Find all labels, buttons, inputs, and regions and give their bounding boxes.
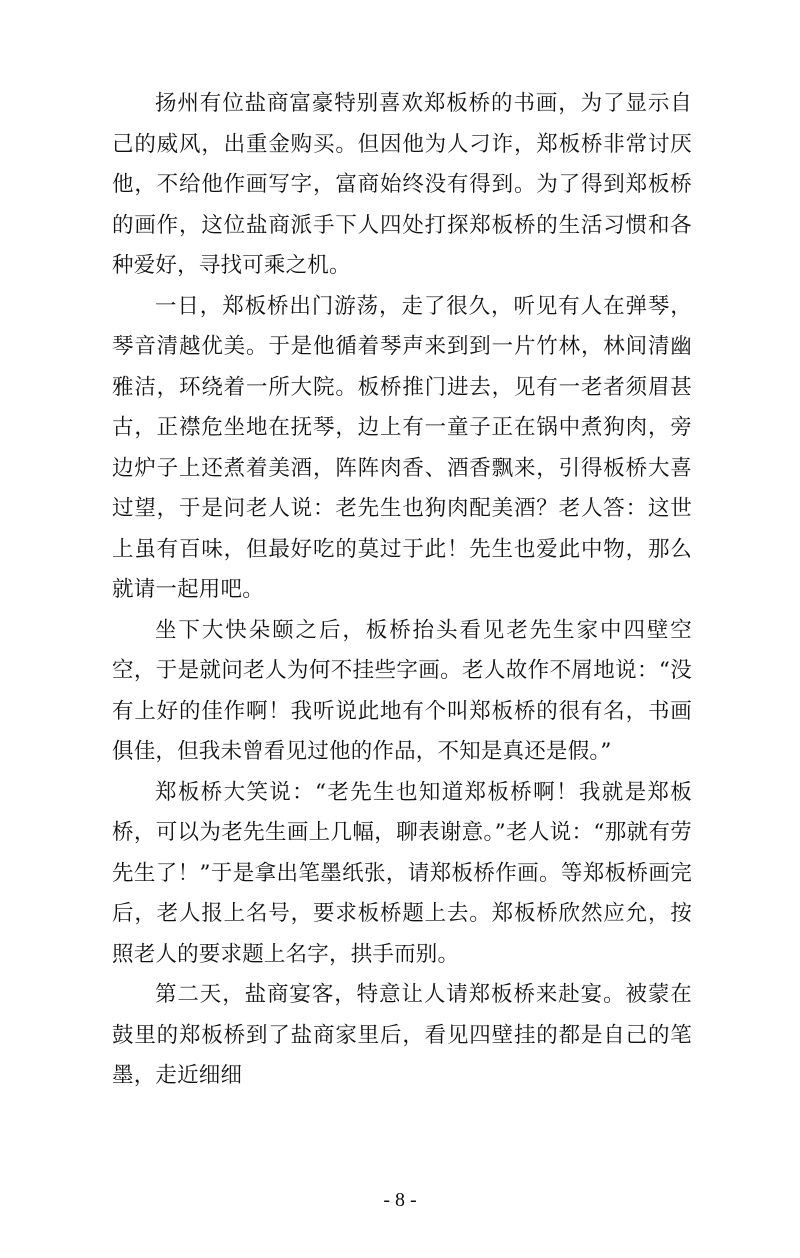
- paragraph-2: 一日，郑板桥出门游荡，走了很久，听见有人在弹琴，琴音清越优美。于是他循着琴声来到到一片竹林，林间清幽雅洁，环绕着一所大院。板桥推门进去，见有一老者须眉甚古，正襟危坐地在抚琴，边上有一童子正在锅中煮狗肉，旁边炉子上还煮着美酒，阵阵肉香、酒香飘来，引得板桥大喜过望，于是问老人说：老先生也狗肉配美酒？老人答：这世上虽有百味，但最好吃的莫过于此！先生也爱此中物，那么就请一起用吧。: [112, 293, 692, 602]
- paragraph-1: 扬州有位盐商富豪特别喜欢郑板桥的书画，为了显示自己的威风，出重金购买。但因他为人刁诈，郑板桥非常讨厌他，不给他作画写字，富商始终没有得到。为了得到郑板桥的画作，这位盐商派手下人四处打探郑板桥的生活习惯和各种爱好，寻找可乘之机。: [112, 91, 692, 278]
- page-number: - 8 -: [383, 1189, 417, 1211]
- document-body: [112, 84, 692, 1097]
- paragraph-3: 坐下大快朵颐之后，板桥抬头看见老先生家中四壁空空，于是就问老人为何不挂些字画。老人故作不屑地说：“没有上好的佳作啊！我听说此地有个叫郑板桥的很有名，书画俱佳，但我未曾看见过他的作品，不知是真还是假。”: [112, 617, 692, 764]
- paragraph-5: 第二天，盐商宴客，特意让人请郑板桥来赴宴。被蒙在鼓里的郑板桥到了盐商家里后，看见四壁挂的都是自己的笔墨，走近细细: [112, 982, 692, 1088]
- paragraph-4: 郑板桥大笑说：“老先生也知道郑板桥啊！我就是郑板桥，可以为老先生画上几幅，聊表谢意。”老人说：“那就有劳先生了！”于是拿出笔墨纸张，请郑板桥作画。等郑板桥画完后，老人报上名号，要求板桥题上去。郑板桥欣然应允，按照老人的要求题上名字，拱手而别。: [112, 779, 692, 967]
